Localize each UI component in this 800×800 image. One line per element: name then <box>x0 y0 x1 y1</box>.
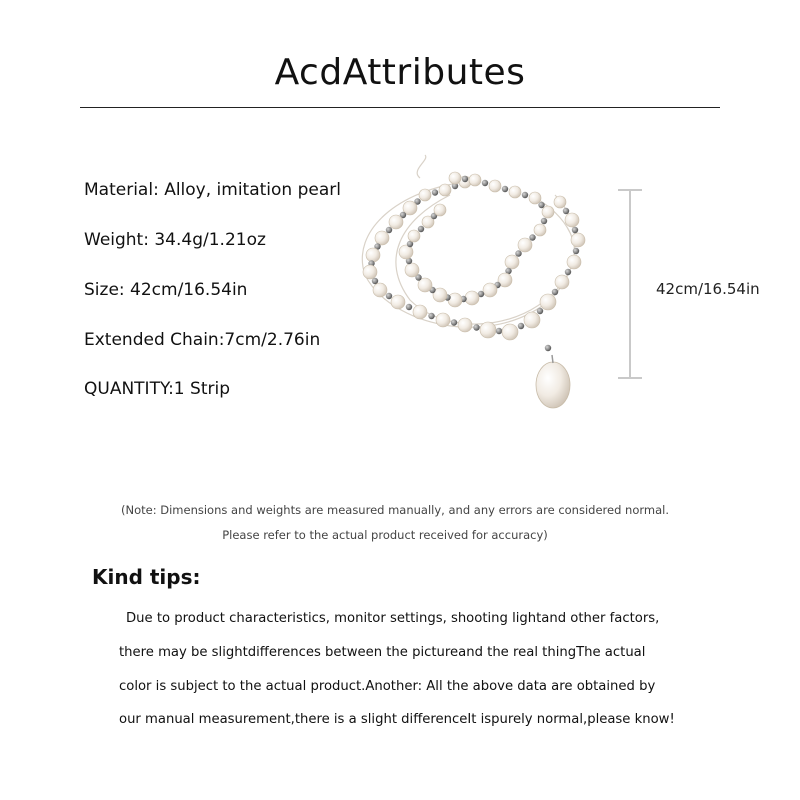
pearl-bead <box>571 233 585 247</box>
tip-line-2: there may be slightdifferences between the pictureand the real thingThe actual <box>119 645 646 660</box>
metal-bead <box>496 328 502 334</box>
page-title: AcdAttributes <box>274 52 526 93</box>
dimension-line <box>610 180 650 390</box>
metal-bead <box>518 323 524 329</box>
pearl-bead <box>469 174 481 186</box>
metal-bead <box>565 269 571 275</box>
pearl-bead <box>509 186 521 198</box>
pearl-bead <box>567 255 581 269</box>
pearl-bead <box>502 324 518 340</box>
attribute-weight: Weight: 34.4g/1.21oz <box>84 230 266 250</box>
pearl-bead <box>529 192 541 204</box>
pearl-bead <box>389 215 403 229</box>
tips-heading: Kind tips: <box>92 565 201 589</box>
pearl-bead <box>366 248 380 262</box>
pearl-bead <box>518 238 532 252</box>
pearl-bead <box>483 283 497 297</box>
pearl-bead <box>434 204 446 216</box>
pearl-bead <box>480 322 496 338</box>
pearl-bead <box>413 305 427 319</box>
metal-bead <box>538 202 544 208</box>
metal-bead <box>386 227 392 233</box>
pearl-bead <box>419 189 431 201</box>
pearl-bead <box>542 206 554 218</box>
metal-bead <box>482 180 488 186</box>
metal-bead <box>406 304 412 310</box>
metal-bead <box>418 226 424 232</box>
note-line-2: Please refer to the actual product received for accuracy) <box>222 528 548 542</box>
attribute-size: Size: 42cm/16.54in <box>84 280 248 300</box>
pearl-bead <box>391 295 405 309</box>
metal-bead <box>515 250 521 256</box>
pearl-bead <box>565 213 579 227</box>
note-line-1: (Note: Dimensions and weights are measured manually, and any errors are considered normal. <box>121 503 669 517</box>
pearl-bead <box>465 291 479 305</box>
pendant-link <box>552 355 553 363</box>
pearl-bead <box>405 263 419 277</box>
metal-bead <box>462 176 468 182</box>
pearl-bead <box>375 231 389 245</box>
attribute-extended-chain: Extended Chain:7cm/2.76in <box>84 330 321 350</box>
attribute-material: Material: Alloy, imitation pearl <box>84 180 341 200</box>
metal-bead <box>563 208 569 214</box>
pearl-bead <box>399 245 413 259</box>
metal-bead <box>529 234 535 240</box>
tip-line-4: our manual measurement,there is a slight differenceIt ispurely normal,please know! <box>119 712 675 727</box>
pearl-bead <box>524 312 540 328</box>
pearl-bead <box>408 230 420 242</box>
title-divider <box>80 107 720 108</box>
pearl-bead <box>555 275 569 289</box>
pearl-bead <box>458 318 472 332</box>
metal-bead <box>432 189 438 195</box>
metal-bead <box>428 313 434 319</box>
necklace-image <box>340 150 630 430</box>
attribute-quantity: QUANTITY:1 Strip <box>84 379 230 399</box>
metal-bead <box>473 324 479 330</box>
metal-bead <box>545 345 551 351</box>
pearl-bead <box>448 293 462 307</box>
pearl-bead <box>449 172 461 184</box>
pearl-bead <box>373 283 387 297</box>
pearl-bead <box>534 224 546 236</box>
pearl-bead <box>554 196 566 208</box>
pearl-bead <box>439 184 451 196</box>
metal-bead <box>572 227 578 233</box>
metal-bead <box>541 218 547 224</box>
pearl-bead <box>505 255 519 269</box>
metal-bead <box>372 278 378 284</box>
metal-bead <box>552 289 558 295</box>
metal-bead <box>386 293 392 299</box>
pearl-bead <box>540 294 556 310</box>
metal-bead <box>522 192 528 198</box>
dimension-label: 42cm/16.54in <box>656 280 760 298</box>
pearl-bead <box>489 180 501 192</box>
tip-line-3: color is subject to the actual product.Another: All the above data are obtained by <box>119 679 656 694</box>
metal-bead <box>502 186 508 192</box>
pearl-bead <box>436 313 450 327</box>
pearl-bead <box>363 265 377 279</box>
tip-line-1: Due to product characteristics, monitor settings, shooting lightand other factors, <box>126 611 660 626</box>
metal-bead <box>451 319 457 325</box>
metal-bead <box>537 308 543 314</box>
metal-bead <box>573 248 579 254</box>
pearl-pendant <box>536 362 570 408</box>
